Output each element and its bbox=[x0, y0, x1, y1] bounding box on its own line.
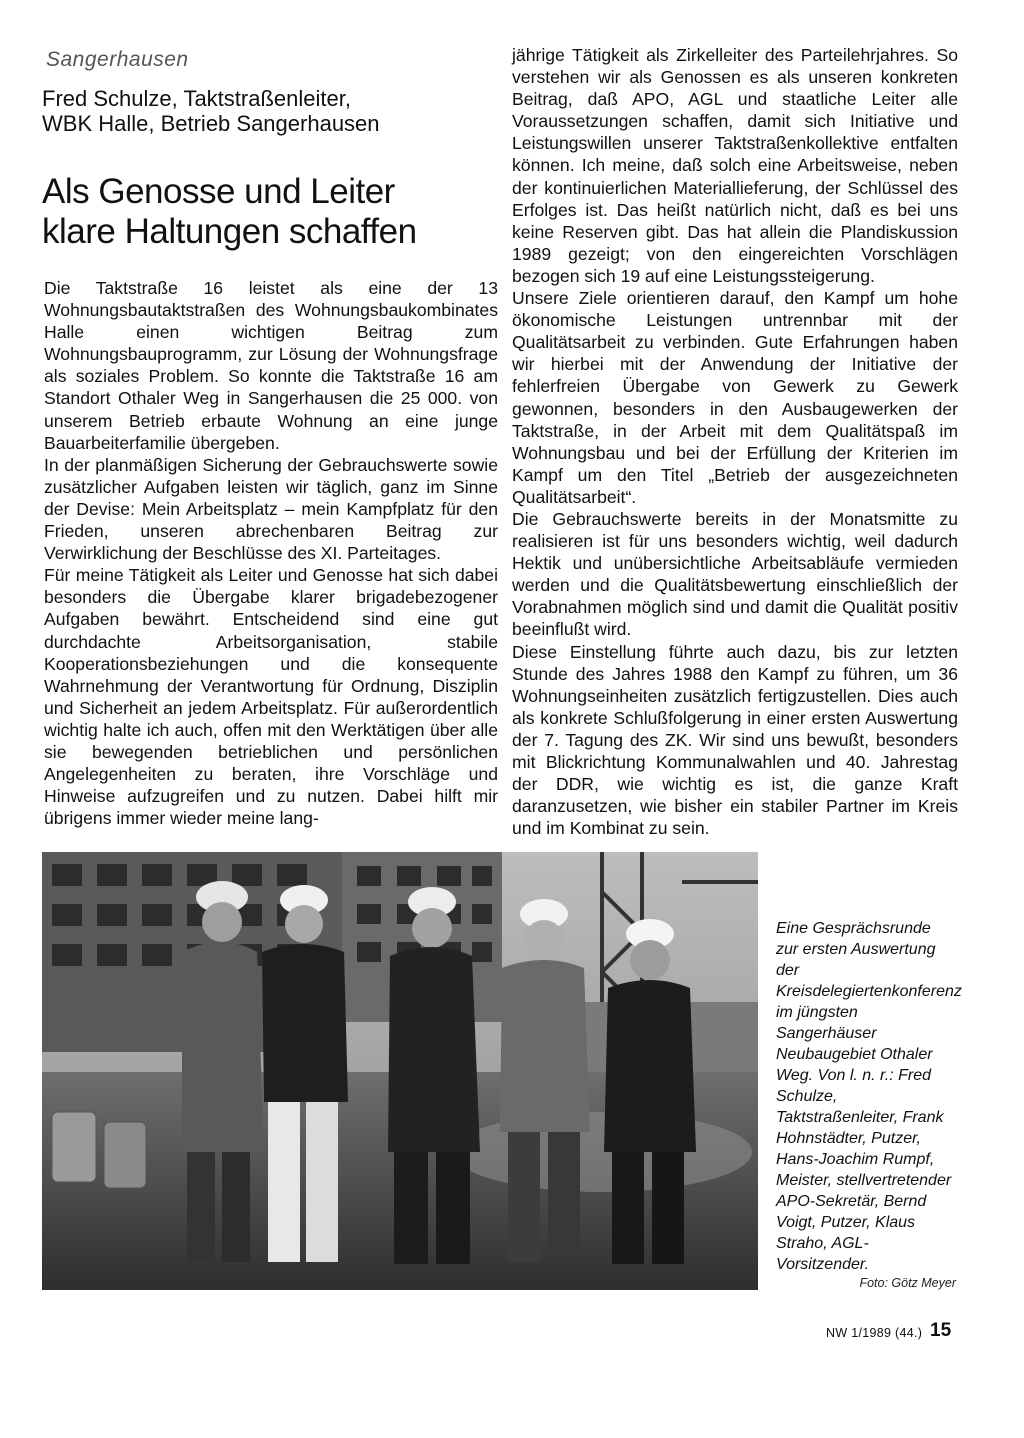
caption-text: Eine Gesprächsrunde zur ersten Auswertung der Kreisdelegiertenkonferenz im jüngsten Sangerhäuser Neubaugebiet Othaler Weg. Von l. n. r.: Fred Schulze, Taktstraßenleiter, Frank Hohnstädter, Putzer, Hans-Joachim Rumpf, Meister, stellvertretender APO-Sekretär, Bernd Voigt, Putzer, Klaus Straho, AGL-Vorsitzender. bbox=[776, 920, 962, 1273]
byline-line-1: Fred Schulze, Taktstraßenleiter, bbox=[42, 86, 351, 111]
headline-line-2: klare Haltungen schaffen bbox=[42, 212, 417, 251]
article-paragraph: Unsere Ziele orientieren darauf, den Kampf um hohe ökonomische Leistungen untrennbar mit der Qualitätsarbeit zu verbinden. Gute Erfahrungen haben wir hierbei mit der Anwendung der Initiative der fehlerfreien Übergabe von Gewerk zu Gewerk gewonnen, besonders in den Ausbaugewerken der Taktstraße, in der Arbeit mit dem Qualitätspaß im Wohnungsbau und bei der Erfüllung der Kriterien im Kampf um den Titel „Betrieb der ausgezeichneten Qualitätsarbeit“. bbox=[512, 288, 958, 507]
article-paragraph: Die Gebrauchswerte bereits in der Monatsmitte zu realisieren ist für uns besonders wichtig, weil dadurch Hektik und unübersichtliche Arbeitsabläufe vermieden werden und die Qualitätsbewertung einschließlich der Vorabnahmen möglich sind und damit die Qualität positiv beeinflußt wird. bbox=[512, 508, 958, 640]
article-paragraph: jährige Tätigkeit als Zirkelleiter des Parteilehrjahres. So verstehen wir als Genossen es als unseren konkreten Beitrag, daß APO, AGL und staatliche Leiter alle Voraussetzungen schaffen, damit sich Initiative und Leistungswillen unserer Taktstraßenkollektive entfalten können. Ich meine, daß solch eine Arbeitsweise, neben der kontinuierlichen Materiallieferung, der Schlüssel des Erfolges ist. Das heißt natürlich nicht, daß es bei uns keine Reserven gibt. Das hat allein die Plandiskussion 1989 gezeigt; von den eingereichten Vorschlägen bezogen sich 19 auf eine Leistungssteigerung. bbox=[512, 45, 958, 286]
article-paragraph: Diese Einstellung führte auch dazu, bis zur letzten Stunde des Jahres 1988 den Kampf zu führen, um 36 Wohnungseinheiten zusätzlich fertigzustellen. Dies auch als konkrete Schlußfolgerung in einer ersten Auswertung der 7. Tagung des ZK. Wir sind uns bewußt, besonders mit Blickrichtung Kommunalwahlen und 40. Jahrestag der DDR, wie wichtig es ist, die ganze Kraft daranzusetzen, wie bisher ein stabiler Partner im Kreis und im Kombinat zu sein. bbox=[512, 641, 958, 839]
article-headline bbox=[42, 172, 492, 252]
article-paragraph: In der planmäßigen Sicherung der Gebrauchswerte sowie zusätzlicher Aufgaben leisten wir täglich, ganz im Sinne der Devise: Mein Arbeitsplatz – mein Kampfplatz für den Frieden, unseren abrechenbaren Beitrag zur Verwirklichung der Beschlüsse des XI. Parteitages. bbox=[44, 454, 498, 564]
article-column-right bbox=[512, 44, 958, 839]
photo-credit: Foto: Götz Meyer bbox=[859, 1276, 956, 1290]
article-paragraph: Die Taktstraße 16 leistet als eine der 13 Wohnungsbautaktstraßen des Wohnungsbaukombinates Halle einen wichtigen Beitrag zum Wohnungsbauprogramm, zur Lösung der Wohnungsfrage als soziales Problem. So konnte die Taktstraße 16 am Standort Othaler Weg in Sangerhausen die 25 000. von unserem Betrieb erbaute Wohnung an eine junge Bauarbeiterfamilie übergeben. bbox=[44, 278, 498, 453]
photo-illustration bbox=[42, 852, 758, 1290]
page-number: 15 bbox=[930, 1320, 952, 1341]
headline-line-1: Als Genosse und Leiter bbox=[42, 172, 395, 211]
location-label: Sangerhausen bbox=[46, 48, 189, 71]
byline-line-2: WBK Halle, Betrieb Sangerhausen bbox=[42, 111, 380, 136]
issue-reference: NW 1/1989 (44.) bbox=[826, 1326, 923, 1340]
article-column-left bbox=[44, 277, 498, 829]
author-byline bbox=[42, 86, 482, 136]
article-photo bbox=[42, 852, 758, 1290]
photo-caption bbox=[776, 918, 962, 1275]
article-paragraph: Für meine Tätigkeit als Leiter und Genosse hat sich dabei besonders die Übergabe klarer brigadebezogener Aufgaben bewährt. Entscheidend sind eine gut durchdachte Arbeitsorganisation, stabile Kooperationsbeziehungen und die konsequente Wahrnehmung der Verantwortung für Ordnung, Disziplin und Sicherheit an jedem Arbeitsplatz. Für außerordentlich wichtig halte ich auch, offen mit den Werktätigen über alle sie bewegenden betrieblichen und persönlichen Angelegenheiten zu beraten, ihre Vorschläge und Hinweise aufzugreifen und zu nutzen. Dabei hilft mir übrigens immer wieder meine lang- bbox=[44, 565, 498, 829]
